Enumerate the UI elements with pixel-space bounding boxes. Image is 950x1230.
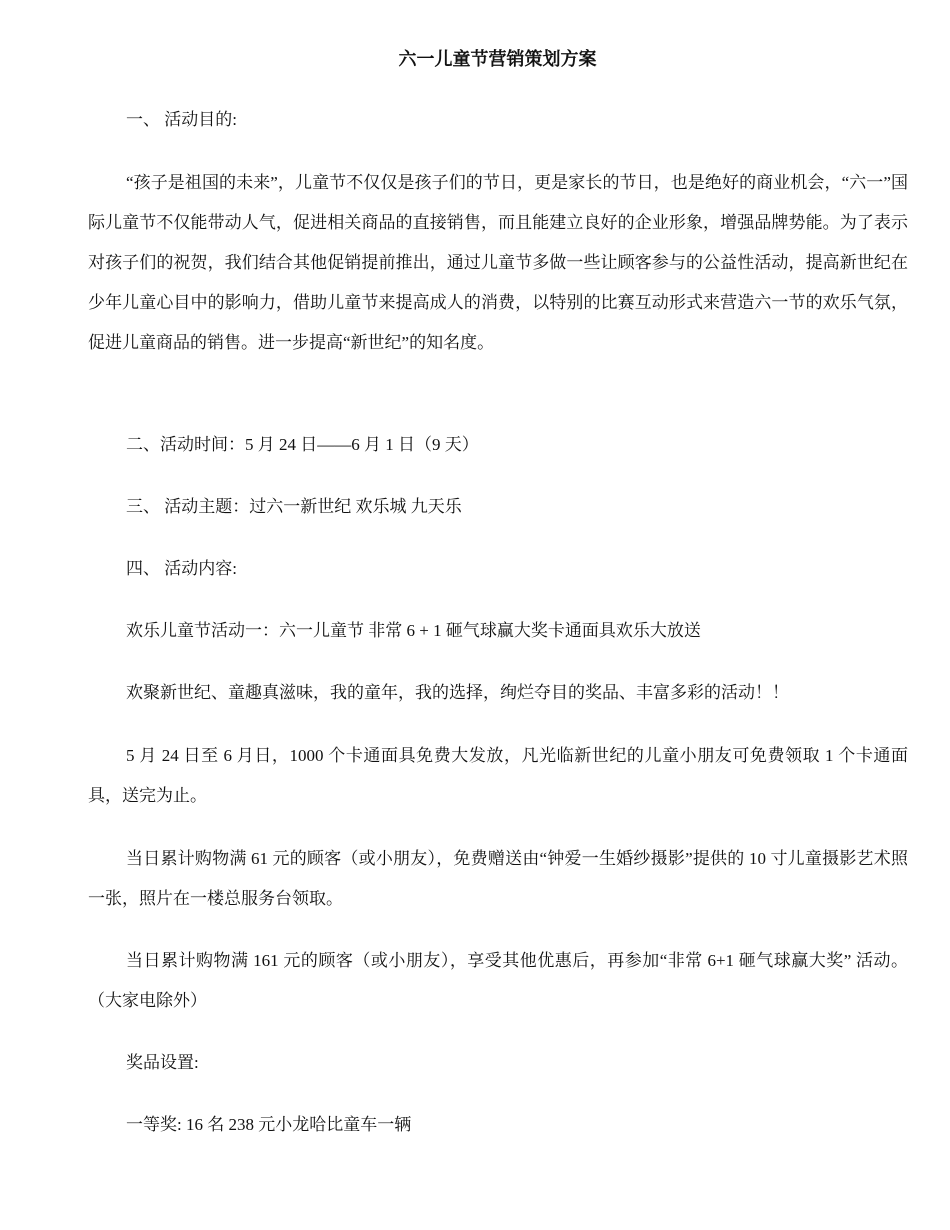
section-3-activity-theme: 三、 活动主题：过六一新世纪 欢乐城 九天乐 [126, 497, 462, 516]
activity-1-paragraph-3: 当日累计购物满 161 元的顾客（或小朋友），享受其他优惠后，再参加“非常 6+1 砸气球赢大奖” 活动。（大家电除外） [88, 951, 908, 1010]
prize-first: 一等奖: 16 名 238 元小龙哈比童车一辆 [126, 1115, 412, 1134]
activity-1-title: 欢乐儿童节活动一：六一儿童节 非常 6 + 1 砸气球赢大奖卡通面具欢乐大放送 [126, 621, 701, 640]
prize-heading: 奖品设置: [126, 1053, 199, 1072]
document-title: 六一儿童节营销策划方案 [398, 49, 597, 69]
section-1-body: “孩子是祖国的未来”，儿童节不仅仅是孩子们的节日，更是家长的节日，也是绝好的商业机会，“六一”国际儿童节不仅能带动人气，促进相关商品的直接销售，而且能建立良好的企业形象，增强品牌势能。为了表示对孩子们的祝贺，我们结合其他促销提前推出，通过儿童节多做一些让顾客参与的公益性活动，提高新世纪在少年儿童心目中的影响力，借助儿童节来提高成人的消费，以特别的比赛互动形式来营造六一节的欢乐气氛，促进儿童商品的销售。进一步提高“新世纪”的知名度。 [88, 173, 908, 352]
section-2-activity-time: 二、活动时间：5 月 24 日——6 月 1 日（9 天） [126, 435, 479, 454]
activity-1-paragraph-1: 5 月 24 日至 6 月日，1000 个卡通面具免费大发放，凡光临新世纪的儿童小朋友可免费领取 1 个卡通面具，送完为止。 [88, 746, 908, 805]
activity-1-slogan: 欢聚新世纪、童趣真滋味，我的童年，我的选择，绚烂夺目的奖品、丰富多彩的活动！！ [126, 683, 789, 702]
section-4-heading: 四、 活动内容: [126, 559, 237, 578]
activity-1-paragraph-2: 当日累计购物满 61 元的顾客（或小朋友），免费赠送由“钟爱一生婚纱摄影”提供的 10 寸儿童摄影艺术照一张，照片在一楼总服务台领取。 [88, 849, 908, 908]
section-1-heading: 一、 活动目的: [126, 110, 237, 129]
